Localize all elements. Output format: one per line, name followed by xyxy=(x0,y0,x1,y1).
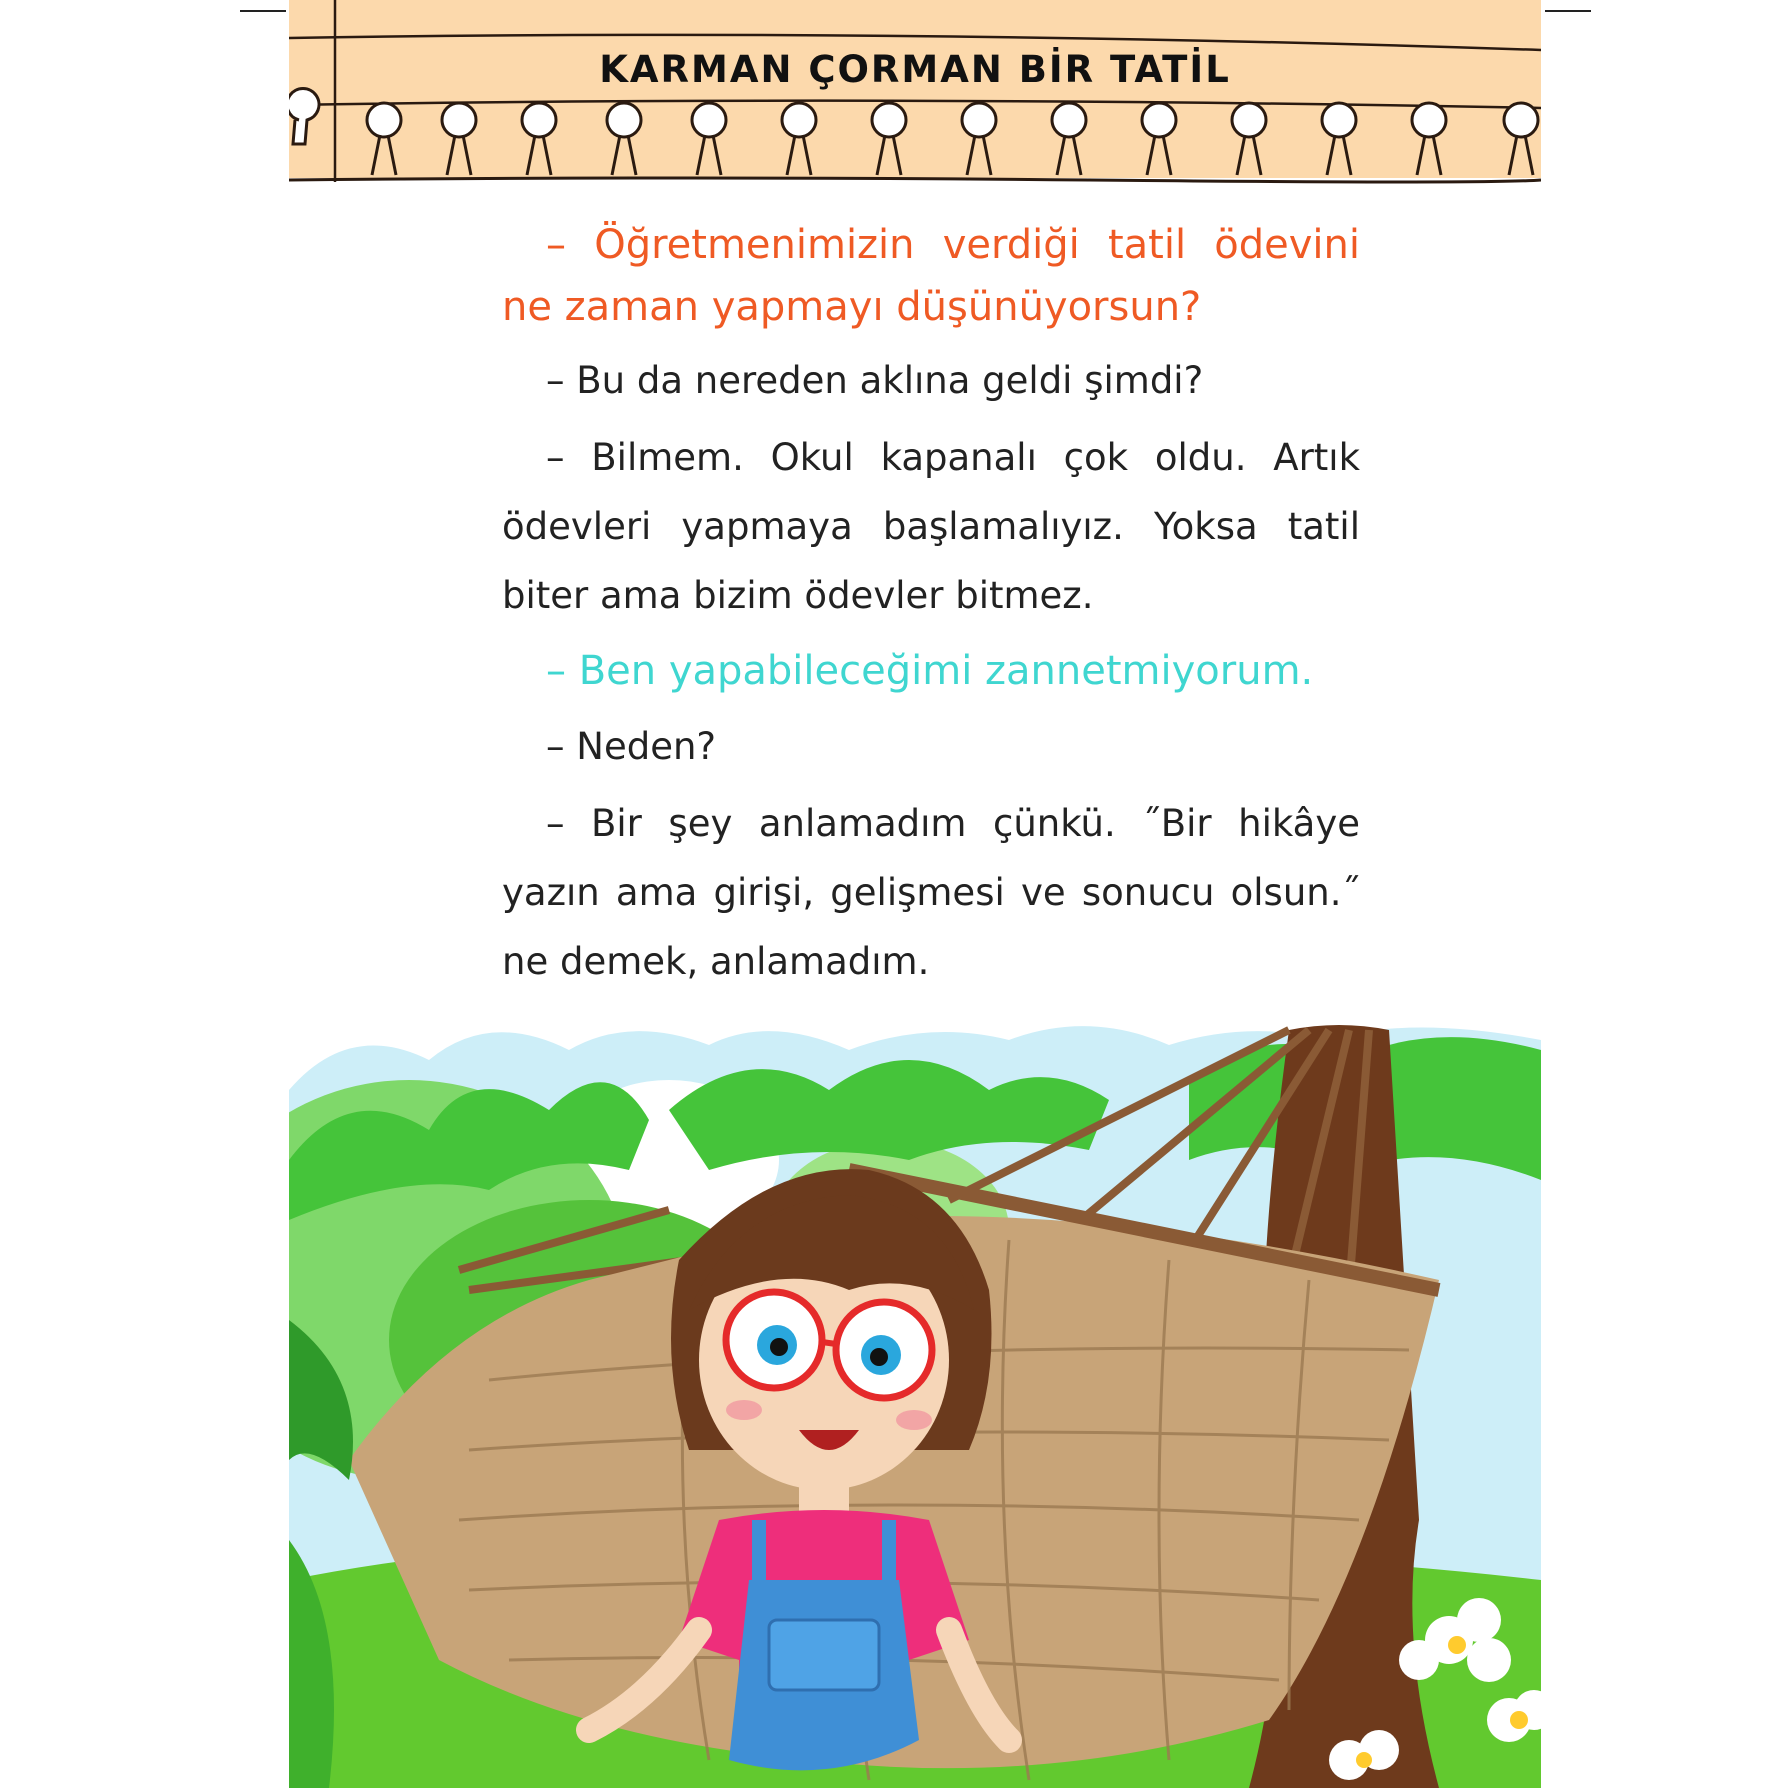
notebook-spiral-graphic xyxy=(289,0,1541,190)
paragraph-3: – Bilmem. Okul kapanalı çok oldu. Artık ödevleri yapmaya başlamalıyız. Yoksa tatil biter ama bizim ödevler bitmez. xyxy=(502,436,1360,617)
crop-mark-right xyxy=(1545,10,1591,12)
girl-in-hammock-illustration xyxy=(289,1020,1541,1788)
paragraph-2: – Bu da nereden aklına geldi şimdi? xyxy=(546,359,1204,402)
paragraph-6: – Bir şey anlamadım çünkü. ˝Bir hikâye yazın ama girişi, gelişmesi ve sonucu olsun.˝ ne demek, anlamadım. xyxy=(502,802,1360,983)
paragraph-5: – Neden? xyxy=(546,725,717,768)
paragraph-1: – Öğretmenimizin verdiği tatil ödevini ne zaman yapmayı düşünüyorsun? xyxy=(502,222,1360,330)
notebook-header xyxy=(289,0,1541,190)
book-page xyxy=(289,0,1541,1788)
book-title: KARMAN ÇORMAN BİR TATİL xyxy=(599,48,1231,91)
dialogue-text xyxy=(502,214,1360,1004)
paragraph-4: – Ben yapabileceğimi zannetmiyorum. xyxy=(546,648,1314,694)
forest-scene xyxy=(289,1020,1541,1788)
crop-mark-left xyxy=(240,10,286,12)
